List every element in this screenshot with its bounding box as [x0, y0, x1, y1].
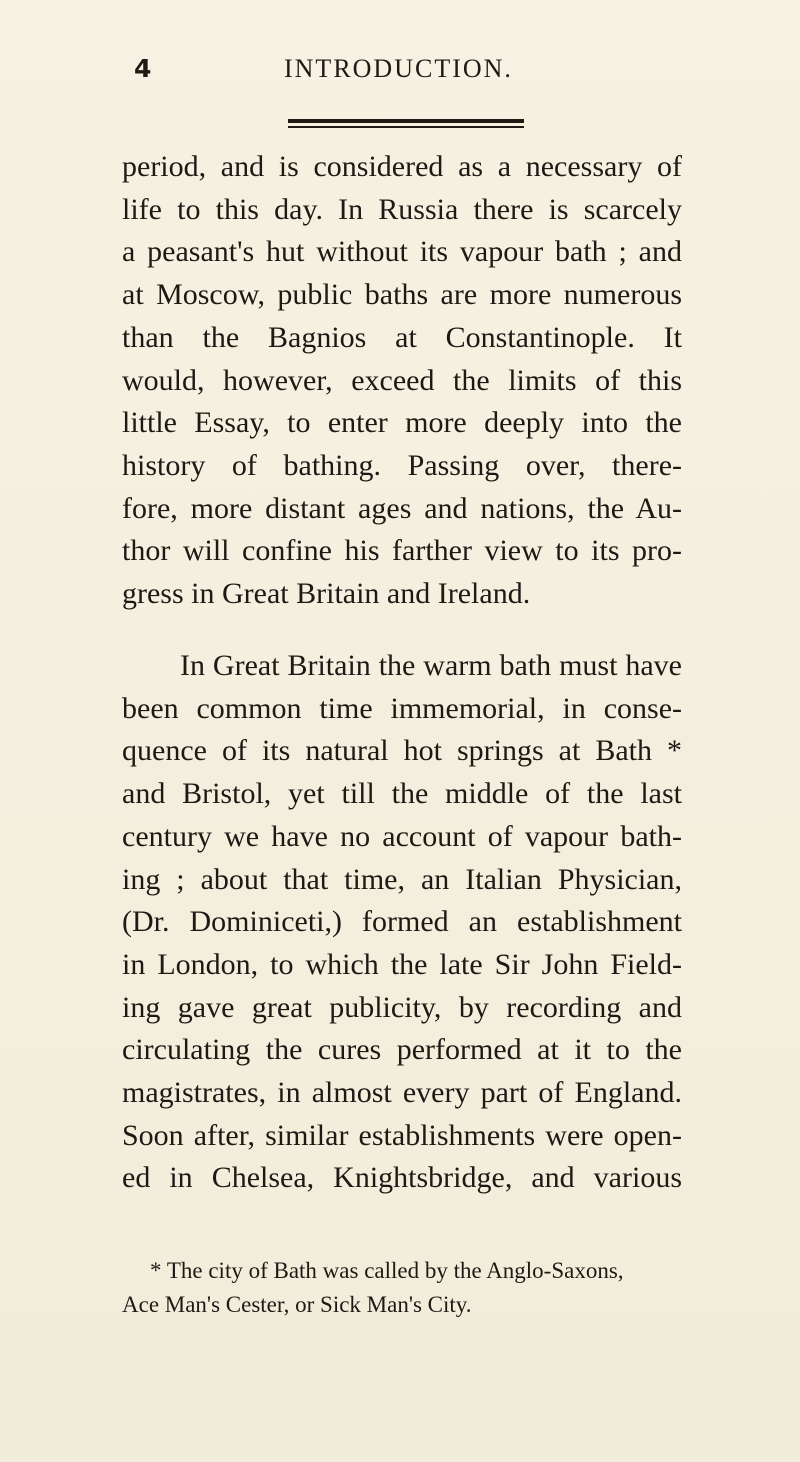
text-line: a peasant's hut without its vapour bath ; and — [122, 235, 682, 269]
running-head: INTRODUCTION. — [284, 54, 513, 83]
text-line: (Dr. Dominiceti,) formed an establishment — [122, 905, 682, 939]
text-line: and Bristol, yet till the middle of the last — [122, 777, 682, 811]
text-line: magistrates, in almost every part of England. — [122, 1076, 682, 1110]
text-line: circulating the cures performed at it to the — [122, 1033, 682, 1067]
text-line: Soon after, similar establishments were open- — [122, 1118, 682, 1152]
text-line: life to this day. In Russia there is scarcely — [122, 192, 682, 226]
text-line: period, and is considered as a necessary of — [122, 150, 682, 183]
footnote — [122, 1254, 690, 1322]
text-line: century we have no account of vapour bath- — [122, 819, 682, 853]
text-line: gress in Great Britain and Ireland. — [122, 577, 531, 611]
text-line: quence of its natural hot springs at Bath * — [122, 734, 682, 768]
page-number: 4 — [134, 54, 153, 83]
text-line: at Moscow, public baths are more numerous — [122, 278, 682, 312]
paragraph-1 — [122, 146, 682, 616]
text-line: in London, to which the late Sir John Field- — [122, 947, 682, 981]
header-rule — [288, 119, 524, 123]
text-line: little Essay, to enter more deeply into the — [122, 406, 682, 440]
text-line: ing gave great publicity, by recording and — [122, 990, 682, 1024]
text-line: ing ; about that time, an Italian Physician, — [122, 862, 682, 896]
text-line: would, however, exceed the limits of this — [122, 363, 682, 397]
text-line: ed in Chelsea, Knightsbridge, and various — [122, 1161, 682, 1195]
text-line: history of bathing. Passing over, there- — [122, 448, 682, 482]
text-line: In Great Britain the warm bath must have — [180, 649, 682, 682]
footnote-line: Ace Man's Cester, or Sick Man's City. — [122, 1292, 472, 1317]
footnote-line: * The city of Bath was called by the Anglo-Saxons, — [150, 1258, 624, 1283]
text-line: been common time immemorial, in conse- — [122, 691, 682, 725]
text-line: thor will confine his farther view to its pro- — [122, 534, 682, 568]
paragraph-2 — [122, 645, 682, 1200]
text-line: than the Bagnios at Constantinople. It — [122, 320, 682, 354]
page-header — [0, 54, 800, 94]
text-line: fore, more distant ages and nations, the Au- — [122, 491, 682, 525]
